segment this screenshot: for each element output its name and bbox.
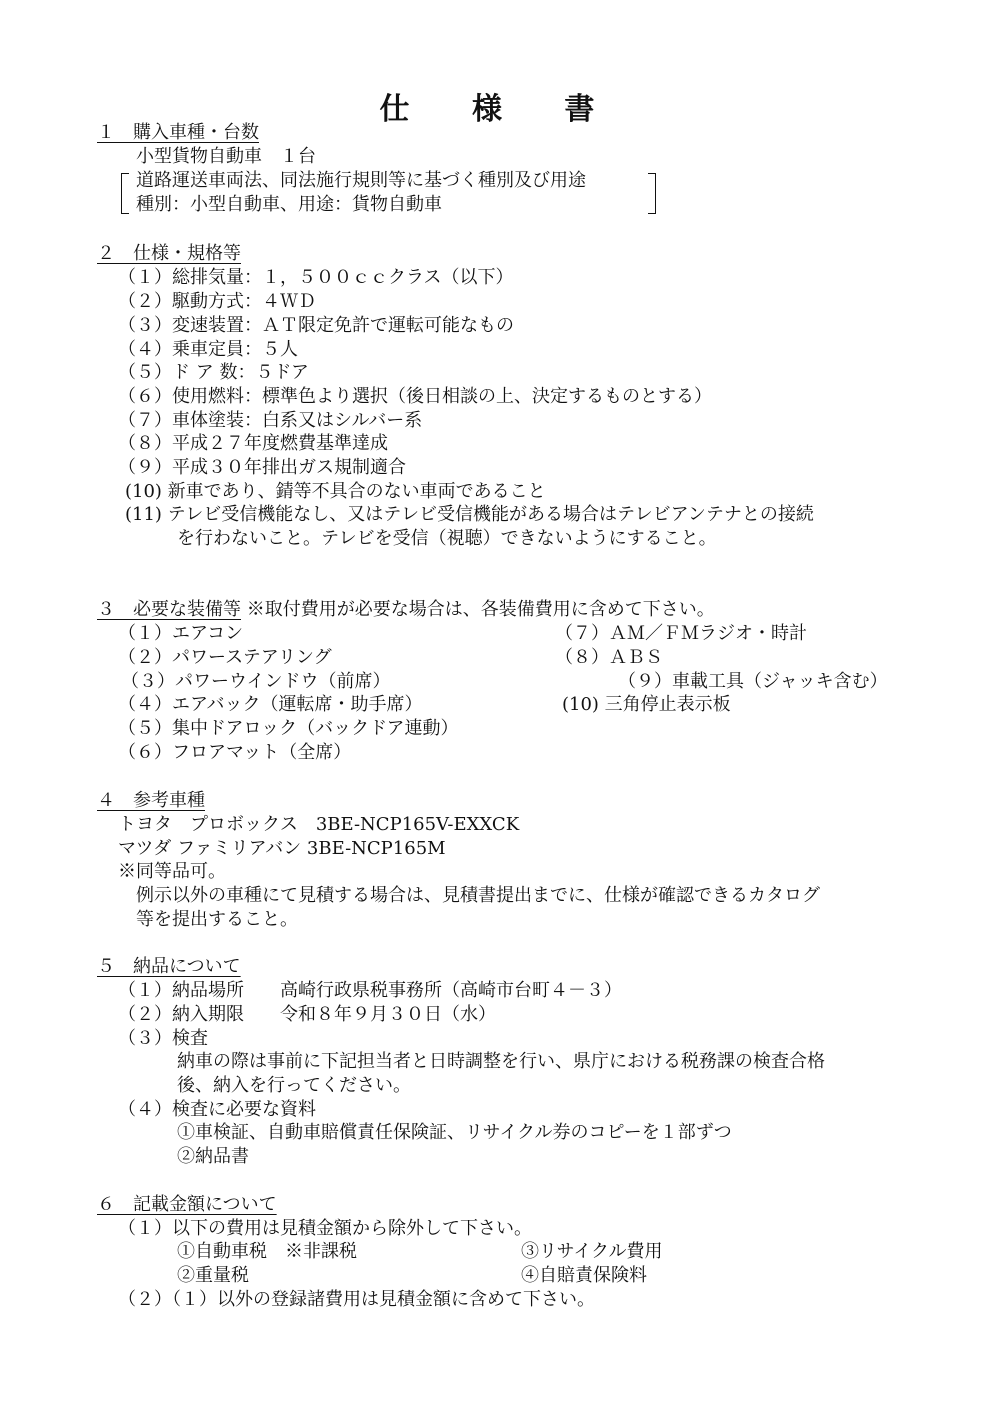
delivery-place: （１）納品場所 高崎行政県税事務所（高崎市台町４－３） xyxy=(118,980,622,1001)
excluded-cost: ①自動車税 ※非課税 xyxy=(177,1241,357,1262)
section-5-heading: ５ 納品について xyxy=(97,956,241,977)
equipment-item: （４）エアバック（運転席・助手席） xyxy=(118,694,423,715)
section-2-heading: ２ 仕様・規格等 xyxy=(97,243,241,264)
equipment-item: （３）パワーウインドウ（前席） xyxy=(121,671,391,692)
equipment-item: （６）フロアマット（全席） xyxy=(118,742,352,763)
equivalent-note: ※同等品可。 xyxy=(118,861,226,882)
page-title: 仕 様 書 xyxy=(379,92,621,127)
excluded-cost: ②重量税 xyxy=(177,1265,249,1286)
amount-item: （１）以下の費用は見積金額から除外して下さい。 xyxy=(118,1218,532,1239)
inspection-text: 納車の際は事前に下記担当者と日時調整を行い、県庁における税務課の検査合格 xyxy=(177,1051,825,1072)
spec-item: (11) テレビ受信機能なし、又はテレビ受信機能がある場合はテレビアンテナとの接続 xyxy=(125,504,814,525)
spec-item: （６）使用燃料：標準色より選択（後日相談の上、決定するものとする） xyxy=(118,386,712,407)
spec-item: （９）平成３０年排出ガス規制適合 xyxy=(118,457,406,478)
required-doc: ②納品書 xyxy=(177,1146,249,1167)
required-doc: ①車検証、自動車賠償責任保険証、リサイクル券のコピーを１部ずつ xyxy=(177,1122,732,1143)
spec-item: （８）平成２７年度燃費基準達成 xyxy=(118,433,388,454)
equipment-item: (10) 三角停止表示板 xyxy=(562,694,731,715)
spec-item: （４）乗車定員：５人 xyxy=(118,339,298,360)
spec-item-continuation: を行わないこと。テレビを受信（視聴）できないようにすること。 xyxy=(177,528,717,549)
left-bracket xyxy=(121,173,129,214)
amount-item: （２）（１）以外の登録諸費用は見積金額に含めて下さい。 xyxy=(118,1289,595,1310)
equipment-item: （８）ＡＢＳ xyxy=(555,647,663,668)
required-docs-heading: （４）検査に必要な資料 xyxy=(118,1099,316,1120)
equipment-item: （９）車載工具（ジャッキ含む） xyxy=(618,671,888,692)
excluded-cost: ④自賠責保険料 xyxy=(521,1265,647,1286)
spec-item: （１）総排気量：１，５００ｃｃクラス（以下） xyxy=(118,267,514,288)
equipment-item: （５）集中ドアロック（バックドア連動） xyxy=(118,718,459,739)
reference-note-line: 等を提出すること。 xyxy=(136,909,298,930)
inspection-text: 後、納入を行ってください。 xyxy=(177,1075,411,1096)
section-4-heading: ４ 参考車種 xyxy=(97,790,205,811)
reference-model: トヨタ プロボックス 3BE-NCP165V-EXXCK xyxy=(118,814,520,835)
spec-item: (10) 新車であり、錆等不具合のない車両であること xyxy=(125,481,546,502)
vehicle-count: 小型貨物自動車 １台 xyxy=(136,146,316,167)
reference-note-line: 例示以外の車種にて見積する場合は、見積書提出までに、仕様が確認できるカタログ xyxy=(136,885,820,906)
reference-model: マツダ ファミリアバン 3BE-NCP165M xyxy=(118,838,446,859)
section-3-heading: ３ 必要な装備等 xyxy=(97,599,241,620)
spec-item: （３）変速装置：ＡＴ限定免許で運転可能なもの xyxy=(118,315,514,336)
section-3-heading-line xyxy=(97,598,715,622)
equipment-item: （７）ＡＭ／ＦＭラジオ・時計 xyxy=(555,623,807,644)
delivery-deadline: （２）納入期限 令和８年９月３０日（水） xyxy=(118,1004,496,1025)
spec-item: （７）車体塗装：白系又はシルバー系 xyxy=(118,410,423,431)
spec-item: （２）駆動方式：４ＷＤ xyxy=(118,291,316,312)
equipment-item: （２）パワーステアリング xyxy=(118,647,332,668)
inspection-heading: （３）検査 xyxy=(118,1028,208,1049)
section-6-heading: ６ 記載金額について xyxy=(97,1194,277,1215)
bracket-line-2: 種別：小型自動車、用途：貨物自動車 xyxy=(136,194,442,215)
right-bracket xyxy=(648,173,656,214)
spec-item: （５）ド ア 数：５ドア xyxy=(118,362,309,383)
bracket-line-1: 道路運送車両法、同法施行規則等に基づく種別及び用途 xyxy=(136,170,586,191)
equipment-item: （１）エアコン xyxy=(118,623,244,644)
excluded-cost: ③リサイクル費用 xyxy=(521,1241,663,1262)
section-3-note: ※取付費用が必要な場合は、各装備費用に含めて下さい。 xyxy=(246,599,715,620)
section-1-heading: １ 購入車種・台数 xyxy=(97,122,259,143)
